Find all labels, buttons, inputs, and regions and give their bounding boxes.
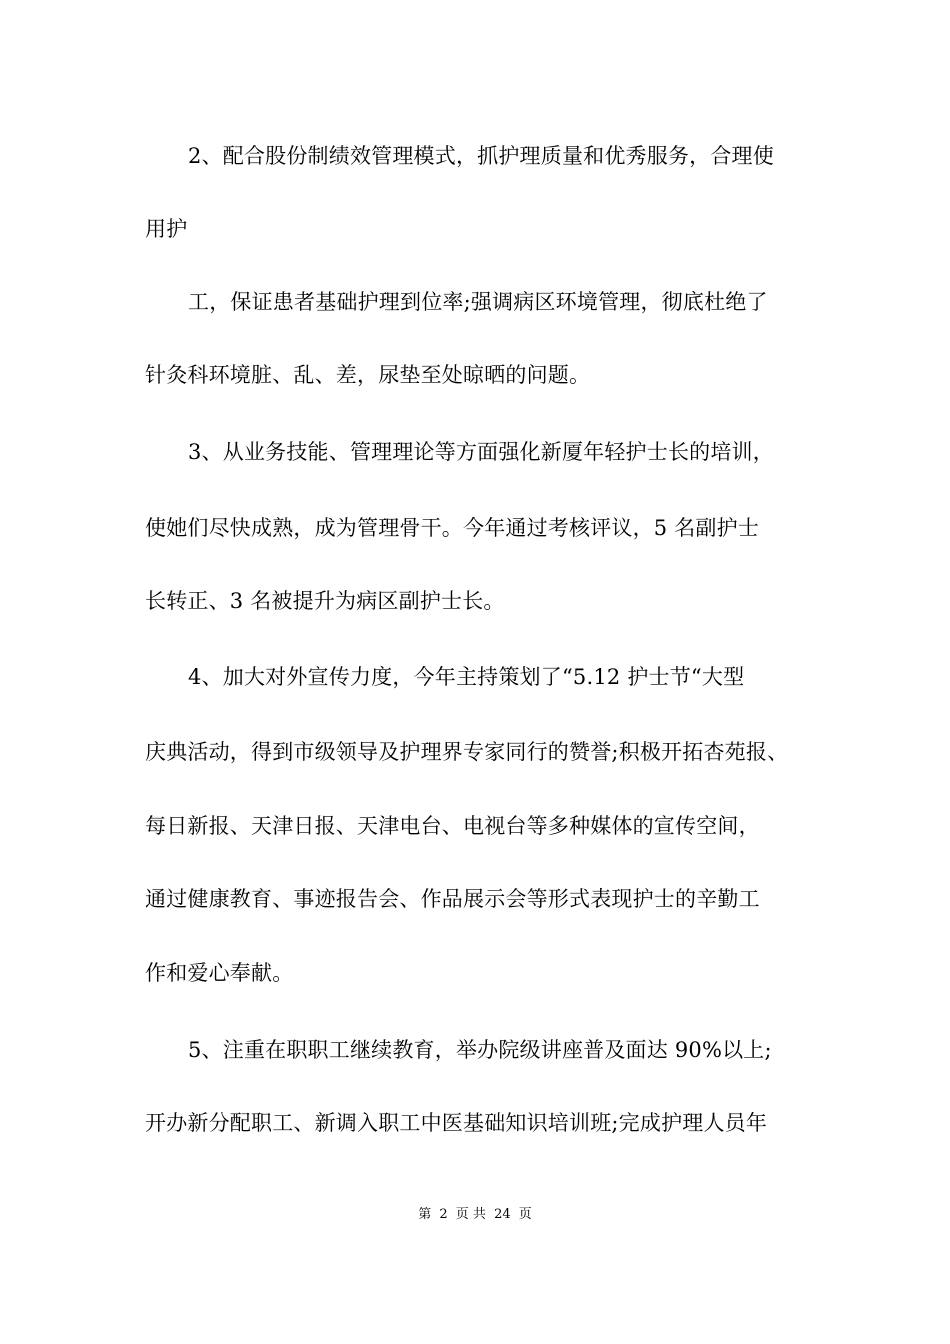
paragraph-3-line-1: 3、从业务技能、管理理论等方面强化新厦年轻护士长的培训， <box>188 440 774 464</box>
footer-prefix: 第 <box>418 1207 432 1222</box>
footer-middle: 页 共 <box>455 1207 486 1222</box>
paragraph-2-line-2: 用护 <box>145 217 188 241</box>
paragraph-4-line-1: 4、加大对外宣传力度，今年主持策划了“5.12 护士节“大型 <box>188 665 745 689</box>
paragraph-4-line-5: 作和爱心奉献。 <box>145 961 294 985</box>
paragraph-4-line-2: 庆典活动，得到市级领导及护理界专家同行的赞誉;积极开拓杏苑报、 <box>145 740 789 764</box>
paragraph-2-line-1: 2、配合股份制绩效管理模式，抓护理质量和优秀服务，合理使 <box>188 144 774 168</box>
paragraph-4-line-3: 每日新报、天津日报、天津电台、电视台等多种媒体的宣传空间， <box>145 814 760 838</box>
page-footer <box>0 1206 950 1224</box>
paragraph-5-line-2: 开办新分配职工、新调入职工中医基础知识培训班;完成护理人员年 <box>145 1111 768 1135</box>
paragraph-2b-line-1: 工，保证患者基础护理到位率;强调病区环境管理，彻底杜绝了 <box>188 290 768 314</box>
paragraph-2b-line-2: 针灸科环境脏、乱、差，尿垫至处晾晒的问题。 <box>145 363 591 387</box>
footer-total-pages: 24 <box>494 1207 511 1222</box>
footer-suffix: 页 <box>518 1207 532 1222</box>
paragraph-5-line-1: 5、注重在职职工继续教育，举办院级讲座普及面达 90%以上; <box>188 1038 772 1062</box>
footer-current-page: 2 <box>439 1207 448 1222</box>
paragraph-3-line-3: 长转正、3 名被提升为病区副护士长。 <box>145 589 505 613</box>
paragraph-3-line-2: 使她们尽快成熟，成为管理骨干。今年通过考核评议，5 名副护士 <box>145 516 760 540</box>
paragraph-4-line-4: 通过健康教育、事迹报告会、作品展示会等形式表现护士的辛勤工 <box>145 887 760 911</box>
